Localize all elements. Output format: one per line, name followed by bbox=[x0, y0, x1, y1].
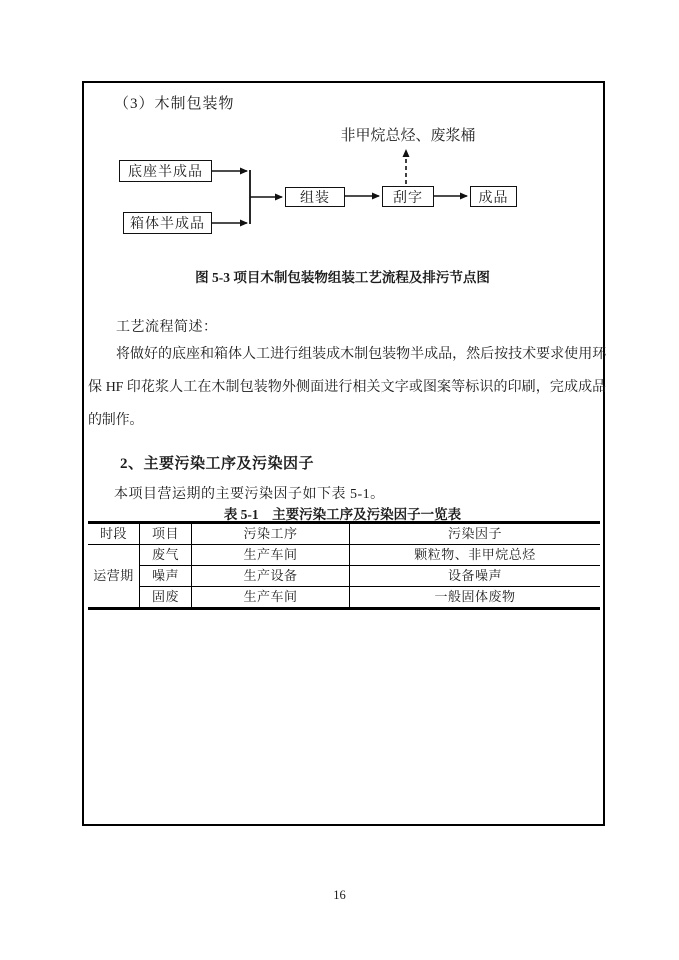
flow-node-box-semifinished: 箱体半成品 bbox=[123, 212, 212, 234]
factor-cell: 颗粒物、非甲烷总烃 bbox=[350, 545, 601, 566]
process-cell: 生产设备 bbox=[192, 566, 350, 587]
factor-cell: 一般固体废物 bbox=[350, 587, 601, 609]
table-header-row bbox=[88, 523, 600, 545]
col-header-period: 时段 bbox=[88, 523, 140, 545]
process-description: 将做好的底座和箱体人工进行组装成木制包装物半成品，然后按技术要求使用环保 HF 印花浆人工在木制包装物外侧面进行相关文字或图案等标识的印刷，完成成品的制作。 bbox=[88, 347, 606, 428]
section-heading: （3）木制包装物 bbox=[114, 96, 235, 112]
figure-caption: 图 5-3 项目木制包装物组装工艺流程及排污节点图 bbox=[195, 270, 490, 285]
flow-node-scrape: 刮字 bbox=[382, 186, 434, 207]
item-cell: 噪声 bbox=[140, 566, 192, 587]
flow-node-base-semifinished: 底座半成品 bbox=[119, 160, 212, 182]
col-header-process: 污染工序 bbox=[192, 523, 350, 545]
table-caption: 表 5-1 主要污染工序及污染因子一览表 bbox=[223, 507, 462, 522]
item-cell: 废气 bbox=[140, 545, 192, 566]
process-cell: 生产车间 bbox=[192, 587, 350, 609]
col-header-item: 项目 bbox=[140, 523, 192, 545]
table-row bbox=[88, 587, 600, 609]
pollution-table bbox=[88, 521, 600, 610]
col-header-factor: 污染因子 bbox=[350, 523, 601, 545]
item-cell: 固废 bbox=[140, 587, 192, 609]
table-row bbox=[88, 545, 600, 566]
factor-cell: 设备噪声 bbox=[350, 566, 601, 587]
flow-emission-label: 非甲烷总烃、废浆桶 bbox=[340, 128, 476, 144]
flow-node-product: 成品 bbox=[470, 186, 517, 207]
period-cell: 运营期 bbox=[88, 545, 140, 609]
process-intro-label: 工艺流程简述： bbox=[116, 320, 218, 335]
pollution-section-heading: 2、主要污染工序及污染因子 bbox=[120, 456, 315, 472]
table-lead-in-text: 本项目营运期的主要污染因子如下表 5-1。 bbox=[114, 487, 385, 502]
flow-node-assemble: 组装 bbox=[285, 187, 345, 207]
page-number: 16 bbox=[333, 888, 346, 902]
process-cell: 生产车间 bbox=[192, 545, 350, 566]
table-row bbox=[88, 566, 600, 587]
